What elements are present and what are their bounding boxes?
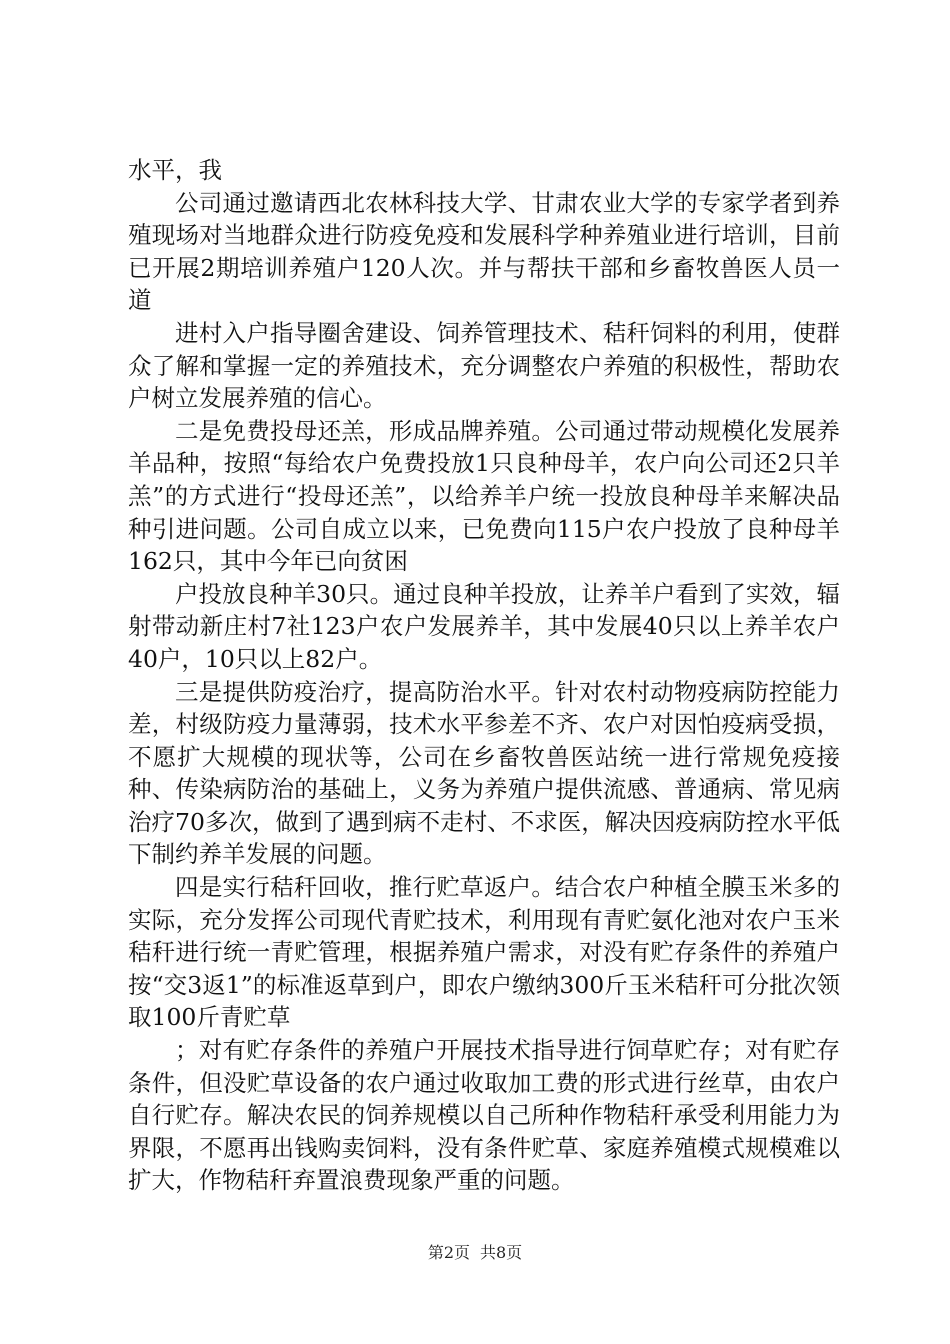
page-number: 第2页	[427, 1243, 470, 1262]
page-total: 共8页	[480, 1243, 523, 1262]
paragraph-2: 公司通过邀请西北农林科技大学、甘肃农业大学的专家学者到养殖现场对当地群众进行防疫免疫和发展科学种养殖业进行培训，目前已开展2期培训养殖户120人次。并与帮扶干部和乡畜牧兽医人员一道	[128, 188, 840, 315]
paragraph-5: 户投放良种羊30只。通过良种羊投放，让养羊户看到了实效，辐射带动新庄村7社123户农户发展养羊，其中发展40只以上养羊农户40户，10只以上82户。	[128, 579, 840, 673]
paragraph-4: 二是免费投母还羔，形成品牌养殖。公司通过带动规模化发展养羊品种，按照“每给农户免费投放1只良种母羊，农户向公司还2只羊羔”的方式进行“投母还羔”，以给养羊户统一投放良种母羊来解决品种引进问题。公司自成立以来，已免费向115户农户投放了良种母羊162只，其中今年已向贫困	[128, 416, 840, 576]
page-footer	[0, 1240, 950, 1263]
document-body	[128, 154, 840, 1197]
paragraph-6: 三是提供防疫治疗，提高防治水平。针对农村动物疫病防控能力差，村级防疫力量薄弱，技术水平参差不齐、农户对因怕疫病受损，不愿扩大规模的现状等，公司在乡畜牧兽医站统一进行常规免疫接种、传染病防治的基础上，义务为养殖户提供流感、普通病、常见病治疗70多次，做到了遇到病不走村、不求医，解决因疫病防控水平低下制约养羊发展的问题。	[128, 677, 840, 869]
paragraph-8: ；对有贮存条件的养殖户开展技术指导进行饲草贮存；对有贮存条件，但没贮草设备的农户通过收取加工费的形式进行丝草，由农户自行贮存。解决农民的饲养规模以自己所种作物秸秆承受利用能力为界限，不愿再出钱购卖饲料，没有条件贮草、家庭养殖模式规模难以扩大，作物秸秆弃置浪费现象严重的问题。	[128, 1036, 840, 1195]
paragraph-3: 进村入户指导圈舍建设、饲养管理技术、秸秆饲料的利用，使群众了解和掌握一定的养殖技术，充分调整农户养殖的积极性，帮助农户树立发展养殖的信心。	[128, 318, 840, 413]
paragraph-1: 水平，我	[128, 156, 222, 184]
paragraph-7: 四是实行秸秆回收，推行贮草返户。结合农户种植全膜玉米多的实际，充分发挥公司现代青贮技术，利用现有青贮氨化池对农户玉米秸秆进行统一青贮管理，根据养殖户需求，对没有贮存条件的养殖户按“交3返1”的标准返草到户，即农户缴纳300斤玉米秸秆可分批次领取100斤青贮草	[128, 873, 840, 1032]
